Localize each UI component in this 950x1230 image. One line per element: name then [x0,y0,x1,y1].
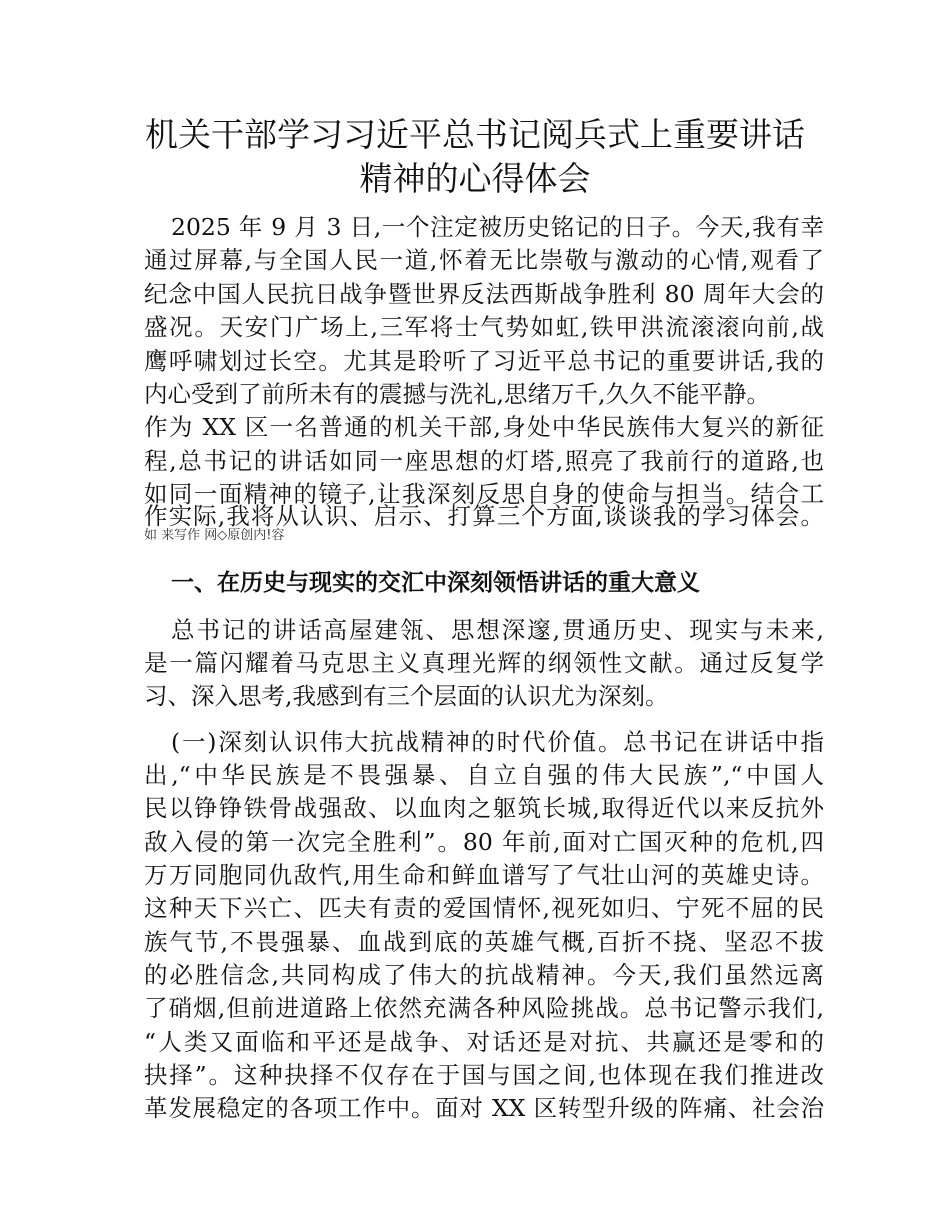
point-one-line: 革发展稳定的各项工作中。面对 XX 区转型升级的阵痛、社会治 [144,1094,824,1122]
point-one-line: (一)深刻认识伟大抗战精神的时代价值。总书记在讲话中指 [171,728,824,756]
point-one-line: 民以铮铮铁骨战强敌、以血肉之躯筑长城,取得近代以来反抗外 [144,794,824,822]
point-one-line: 的必胜信念,共同构成了伟大的抗战精神。今天,我们虽然远离 [144,961,824,989]
intro-line: 内心受到了前所未有的震撼与洗礼,思绪万千,久久不能平静。 [144,380,770,408]
intro-line: 程,总书记的讲话如同一座思想的灯塔,照亮了我前行的道路,也 [144,447,824,475]
point-one-line: 族气节,不畏强暴、血战到底的英雄气概,百折不挠、坚忍不拔 [144,928,824,956]
section-intro-line: 习、深入思考,我感到有三个层面的认识尤为深刻。 [144,682,669,710]
point-one-line: 这种天下兴亡、匹夫有责的爱国情怀,视死如归、宁死不屈的民 [144,894,824,922]
section-heading: 一、在历史与现实的交汇中深刻领悟讲话的重大意义 [171,570,700,596]
document-title-line-1: 机关干部学习习近平总书记阅兵式上重要讲话 [145,115,805,154]
point-one-line: 敌入侵的第一次完全胜利”。80 年前,面对亡国灭种的危机,四 [144,828,824,856]
section-intro-line: 总书记的讲话高屋建瓴、思想深邃,贯通历史、现实与未来, [171,616,824,644]
intro-line: 鹰呼啸划过长空。尤其是聆听了习近平总书记的重要讲话,我的 [144,347,824,375]
section-intro-line: 是一篇闪耀着马克思主义真理光辉的纲领性文献。通过反复学 [144,649,824,677]
intro-line: 作为 XX 区一名普通的机关干部,身处中华民族伟大复兴的新征 [144,413,824,441]
point-one-line: 出,“中华民族是不畏强暴、自立自强的伟大民族”,“中国人 [144,761,824,789]
intro-line: 通过屏幕,与全国人民一道,怀着无比崇敬与激动的心情,观看了 [144,246,824,274]
point-one-line: “人类又面临和平还是战争、对话还是对抗、共赢还是零和的 [144,1028,824,1056]
point-one-line: 了硝烟,但前进道路上依然充满各种风险挑战。总书记警示我们, [144,994,824,1022]
intro-line: 作实际,我将从认识、启示、打算三个方面,谈谈我的学习体会。 [144,502,824,530]
intro-line: 2025 年 9 月 3 日,一个注定被历史铭记的日子。今天,我有幸 [171,213,824,241]
watermark-text: 如 来写作 网◇原创内!容 [144,528,285,543]
intro-line: 盛况。天安门广场上,三军将士气势如虹,铁甲洪流滚滚向前,战 [144,313,824,341]
point-one-line: 抉择”。这种抉择不仅存在于国与国之间,也体现在我们推进改 [144,1061,824,1089]
point-one-line: 万万同胞同仇敌忾,用生命和鲜血谱写了气壮山河的英雄史诗。 [144,861,824,889]
intro-line: 纪念中国人民抗日战争暨世界反法西斯战争胜利 80 周年大会的 [144,280,824,308]
intro-line: 如同一面精神的镜子,让我深刻反思自身的使命与担当。结合工 [144,480,824,508]
document-title-line-2: 精神的心得体会 [359,159,591,198]
